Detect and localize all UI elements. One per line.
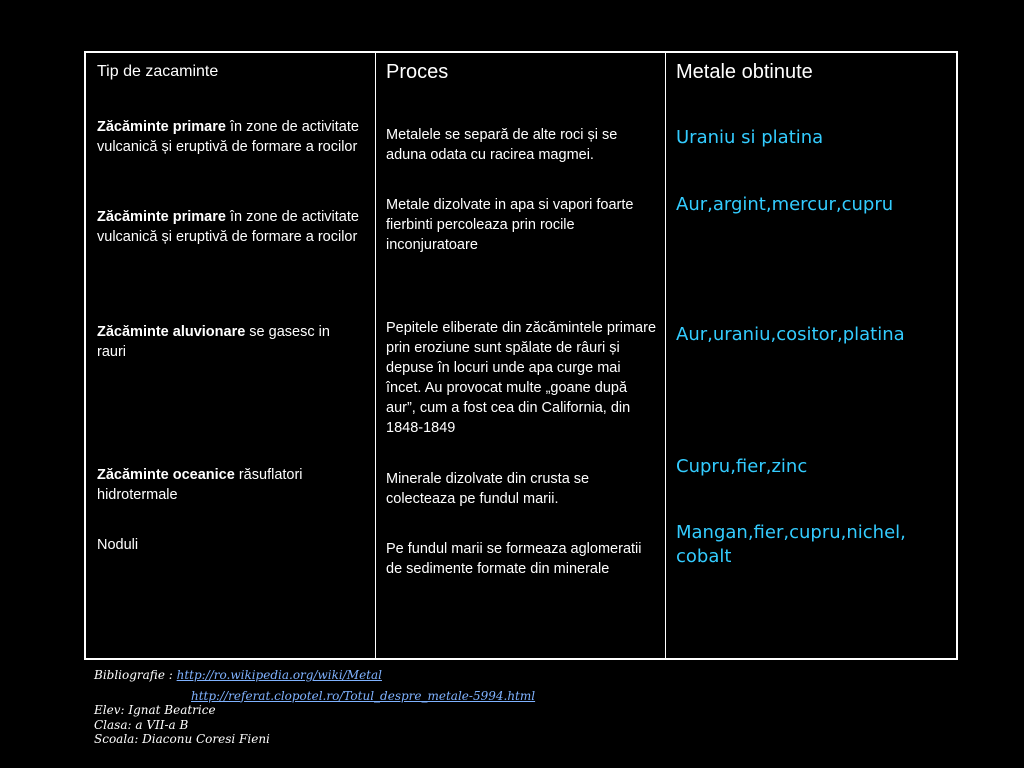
metals-text: Aur,uraniu,cositor,platina bbox=[676, 324, 905, 345]
column-metals bbox=[666, 53, 956, 658]
deposit-primary-2 bbox=[97, 207, 362, 247]
deposit-alluvial bbox=[97, 322, 362, 362]
column-process bbox=[376, 53, 666, 658]
process-text: Minerale dizolvate din crusta se colecteaza pe fundul marii. bbox=[386, 471, 590, 507]
column-deposit-type bbox=[86, 53, 376, 658]
deposit-name: Zăcăminte primare bbox=[97, 209, 226, 225]
bibliography-label: Bibliografie : bbox=[94, 668, 177, 682]
metals-text: Aur,argint,mercur,cupru bbox=[676, 194, 894, 215]
header-process: Proces bbox=[386, 61, 449, 83]
student-class: Clasa: a VII-a B bbox=[94, 717, 189, 732]
deposit-nodules bbox=[97, 535, 362, 555]
process-text: Metalele se separă de alte roci și se aduna odata cu racirea magmei. bbox=[386, 127, 618, 163]
metals-text: Uraniu si platina bbox=[676, 127, 824, 148]
deposit-primary-1 bbox=[97, 117, 362, 157]
deposit-name: Zăcăminte primare bbox=[97, 119, 226, 135]
student-name: Elev: Ignat Beatrice bbox=[94, 703, 216, 717]
deposit-name: Zăcăminte aluvionare bbox=[97, 324, 246, 340]
bibliography-line bbox=[94, 668, 535, 683]
header-metals: Metale obtinute bbox=[676, 61, 813, 83]
referat-link[interactable]: http://referat.clopotel.ro/Totul_despre_metale-5994.html bbox=[191, 688, 536, 703]
deposit-name: Zăcăminte oceanice bbox=[97, 467, 235, 483]
deposit-description: în zone de activitate vulcanică și eruptivă de formare a rocilor bbox=[97, 209, 359, 245]
wikipedia-link[interactable]: http://ro.wikipedia.org/wiki/Metal bbox=[176, 668, 382, 682]
process-text: Pe fundul marii se formeaza aglomeratii de sedimente formate din minerale bbox=[386, 541, 642, 577]
deposit-description: în zone de activitate vulcanică și eruptivă de formare a rocilor bbox=[97, 119, 359, 155]
deposit-description: Noduli bbox=[97, 537, 139, 553]
bibliography-line-2 bbox=[94, 689, 535, 704]
deposit-oceanic bbox=[97, 465, 362, 505]
footer-credits bbox=[94, 668, 535, 747]
deposit-description: răsuflatori hidrotermale bbox=[97, 467, 303, 503]
header-deposit-type: Tip de zacaminte bbox=[97, 63, 219, 80]
process-text: Pepitele eliberate din zăcămintele primare prin eroziune sunt spălate de râuri și depuse în locuri unde apa curge mai încet. Au provocat multe „goane după aur”, cum a fost cea din California, din 1848-1849 bbox=[386, 320, 657, 436]
metals-text: Cupru,fier,zinc bbox=[676, 456, 808, 477]
process-text: Metale dizolvate in apa si vapori foarte fierbinti percoleaza prin rocile inconjuratoare bbox=[386, 197, 634, 253]
deposits-table bbox=[84, 51, 958, 660]
deposit-description: se gasesc in rauri bbox=[97, 324, 330, 360]
school-name: Scoala: Diaconu Coresi Fieni bbox=[94, 732, 270, 746]
metals-text: Mangan,fier,cupru,nichel, cobalt bbox=[676, 522, 906, 567]
